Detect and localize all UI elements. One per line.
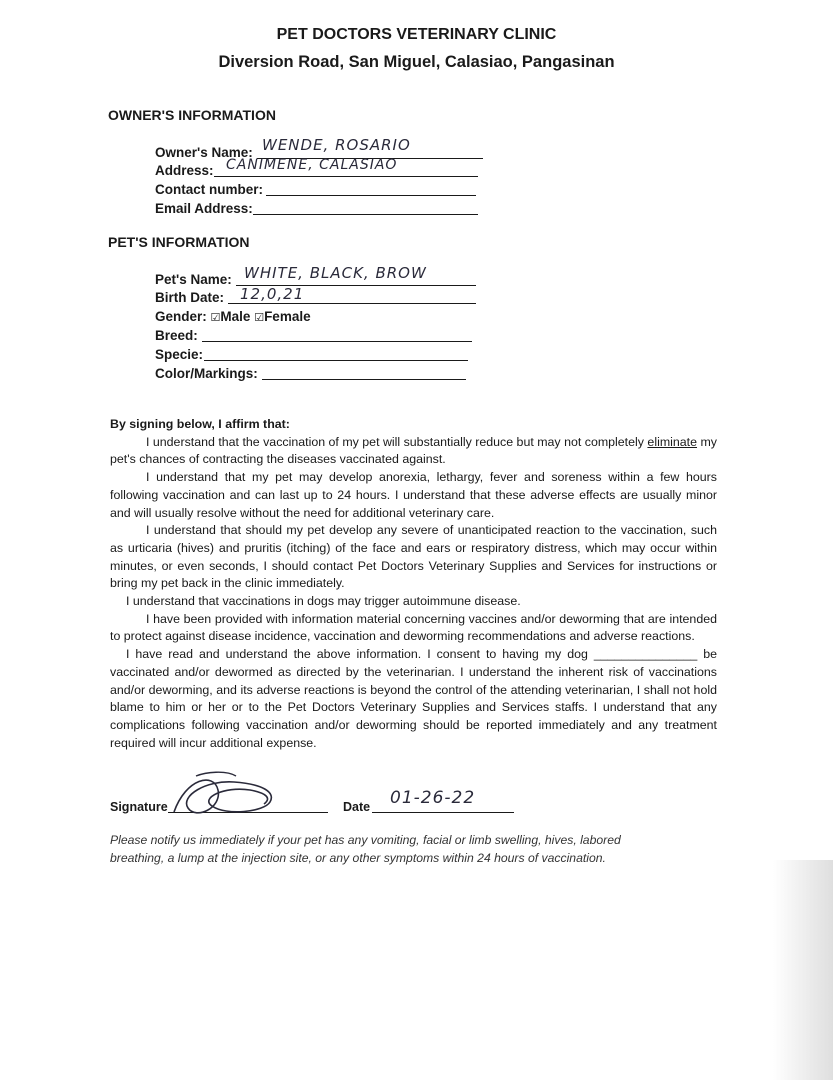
birth-date-label: Birth Date: (155, 290, 225, 305)
female-checkbox[interactable]: ☑ (254, 312, 265, 324)
consent-paragraph-1 (110, 434, 717, 469)
owner-name-value: WENDE, ROSARIO (262, 136, 411, 154)
consent-p1-text: I understand that the vaccination of my pet will substantially reduce but may not completely (146, 434, 644, 449)
female-option-label: Female (264, 309, 311, 324)
email-label: Email Address: (155, 201, 253, 216)
clinic-name: PET DOCTORS VETERINARY CLINIC (276, 26, 557, 43)
consent-paragraph-6 (110, 646, 717, 752)
male-checkbox[interactable]: ☑ (210, 312, 221, 324)
dog-name-blank[interactable]: _______________ (593, 647, 698, 662)
page-edge-shadow (773, 860, 833, 1080)
pet-name-value: WHITE, BLACK, BROW (244, 264, 427, 282)
handwritten-signature (166, 768, 286, 824)
specie-line[interactable] (204, 360, 468, 361)
address-label: Address: (155, 163, 214, 178)
footer-notice: Please notify us immediately if your pet has any vomiting, facial or limb swelling, hives, labored breathing, a lump at the injection site, or any other symptoms within 24 hours of vaccination. (110, 833, 621, 865)
consent-p6-text: I have read and understand the above information. I consent to having my dog (126, 647, 588, 662)
consent-paragraph-4: I understand that vaccinations in dogs may trigger autoimmune disease. (126, 594, 521, 609)
email-line[interactable] (253, 214, 478, 215)
consent-paragraph-3: I understand that should my pet develop any severe of unanticipated reaction to the vaccination, such as urticaria (hives) and pruritis (itching) of the face and ears or respiratory distress, which may occur within minutes, or even seconds, I should contact Pet Doctors Veterinary Supplies and Services for instructions or bring my pet back in the clinic immediately. (110, 523, 717, 591)
consent-paragraph-5: I have been provided with information material concerning vaccines and/or deworming that are intended to protect against disease incidence, vaccination and deworming recommendations and adverse reactions. (110, 611, 717, 644)
color-markings-line[interactable] (262, 379, 466, 380)
address-line[interactable] (214, 176, 478, 177)
address-value: CANIMENE, CALASIAO (226, 157, 398, 173)
consent-text (110, 416, 717, 752)
male-option-label: Male (220, 309, 251, 324)
contact-number-line[interactable] (266, 195, 476, 196)
owner-name-label: Owner's Name: (155, 145, 253, 160)
gender-row (155, 309, 311, 324)
birth-date-line[interactable] (228, 303, 476, 304)
birth-date-value: 12,0,21 (240, 285, 305, 303)
contact-number-label: Contact number: (155, 182, 263, 197)
date-label: Date (343, 800, 371, 814)
consent-p1-underlined: eliminate (647, 434, 698, 449)
breed-label: Breed: (155, 328, 198, 343)
consent-paragraph-2: I understand that my pet may develop anorexia, lethargy, fever and soreness within a few hours following vaccination and can last up to 24 hours. I understand that these adverse effects are usually minor and will usually resolve without the need for additional veterinary care. (110, 470, 717, 520)
gender-label: Gender: (155, 309, 207, 324)
signature-label: Signature (110, 800, 168, 814)
date-value: 01-26-22 (390, 788, 476, 808)
date-line[interactable] (372, 812, 514, 813)
consent-p6-text-end: be vaccinated and/or dewormed as directed by the veterinarian. I understand the inherent risk of vaccinations and/or deworming, and its adverse reactions is beyond the control of the attending veterinarian, I shall not hold blame to him or her or to the Pet Doctors Veterinary Supplies and Services staffs. I understand that any complications following vaccination and/or deworming should be reported immediately and any treatment required will incur additional expense. (110, 647, 717, 750)
pet-section-title: PET'S INFORMATION (108, 234, 250, 250)
specie-label: Specie: (155, 347, 204, 362)
owner-section-title: OWNER'S INFORMATION (108, 107, 276, 123)
consent-p1-text-end: my pet's chances of contracting the diseases vaccinated against. (110, 434, 717, 467)
pet-name-label: Pet's Name: (155, 272, 232, 287)
breed-line[interactable] (202, 341, 472, 342)
clinic-address: Diversion Road, San Miguel, Calasiao, Pangasinan (218, 53, 615, 71)
color-markings-label: Color/Markings: (155, 366, 258, 381)
consent-intro: By signing below, I affirm that: (110, 417, 290, 431)
